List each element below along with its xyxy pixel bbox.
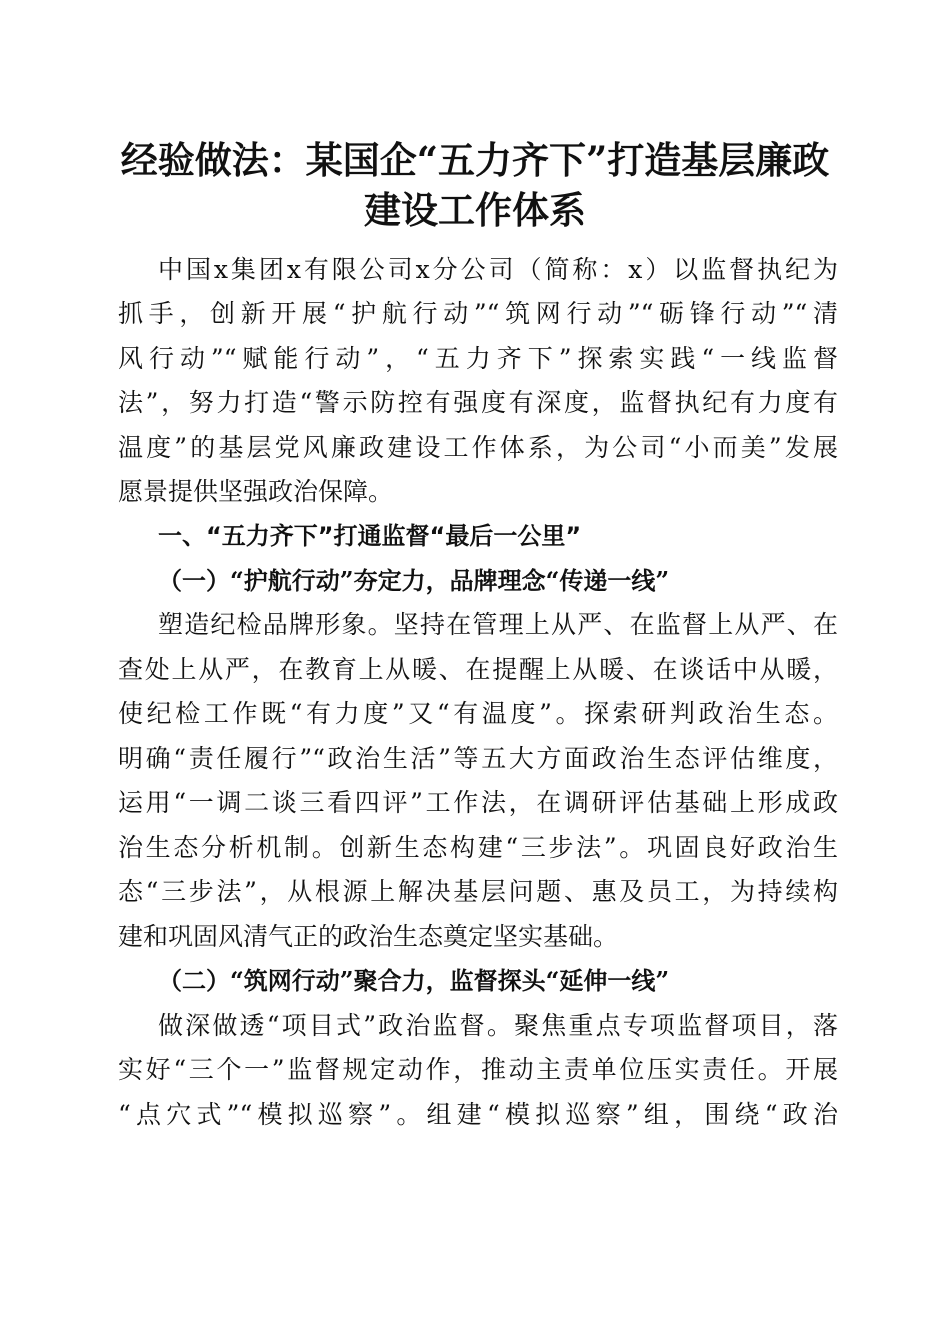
section-1-heading: 一、“五力齐下”打通监督“最后一公里” xyxy=(158,522,582,550)
intro-line-6: 愿景提供坚强政治保障。 xyxy=(118,477,394,506)
subsection-1-heading: （一）“护航行动”夯定力，品牌理念“传递一线” xyxy=(158,566,670,595)
subsection-2-line-1: 做深做透“项目式”政治监督。聚焦重点专项监督项目，落 xyxy=(158,1011,838,1040)
subsection-1-line-5: 运用“一调二谈三看四评”工作法，在调研评估基础上形成政 xyxy=(118,788,838,817)
subsection-2-heading: （二）“筑网行动”聚合力，监督探头“延伸一线” xyxy=(158,966,670,995)
subsection-1-line-6: 治生态分析机制。创新生态构建“三步法”。巩固良好政治生 xyxy=(118,833,838,862)
intro-line-5: 温度”的基层党风廉政建设工作体系，为公司“小而美”发展 xyxy=(118,433,838,462)
intro-line-1: 中国x集团x有限公司x分公司（简称：x）以监督执纪为 xyxy=(158,255,838,284)
subsection-1-line-1: 塑造纪检品牌形象。坚持在管理上从严、在监督上从严、在 xyxy=(158,610,838,639)
subsection-2-line-2: 实好“三个一”监督规定动作，推动主责单位压实责任。开展 xyxy=(118,1055,838,1084)
subsection-1-line-7: 态“三步法”，从根源上解决基层问题、惠及员工，为持续构 xyxy=(118,877,838,906)
intro-line-3: 风行动”“赋能行动”，“五力齐下”探索实践“一线监督 xyxy=(118,344,838,373)
intro-line-2: 抓手，创新开展“护航行动”“筑网行动”“砺锋行动”“清 xyxy=(118,299,838,328)
subsection-2-line-3: “点穴式”“模拟巡察”。组建“模拟巡察”组，围绕“政治 xyxy=(118,1100,838,1129)
subsection-1-line-8: 建和巩固风清气正的政治生态奠定坚实基础。 xyxy=(118,922,619,951)
subsection-1-line-2: 查处上从严，在教育上从暖、在提醒上从暖、在谈话中从暖， xyxy=(118,655,838,684)
subsection-1-line-3: 使纪检工作既“有力度”又“有温度”。探索研判政治生态。 xyxy=(118,699,838,728)
subsection-1-line-4: 明确“责任履行”“政治生活”等五大方面政治生态评估维度， xyxy=(118,744,838,773)
document-title-line-2: 建设工作体系 xyxy=(364,188,586,232)
intro-line-4: 法”，努力打造“警示防控有强度有深度，监督执纪有力度有 xyxy=(118,388,838,417)
document-title-line-1: 经验做法：某国企“五力齐下”打造基层廉政 xyxy=(120,138,830,182)
